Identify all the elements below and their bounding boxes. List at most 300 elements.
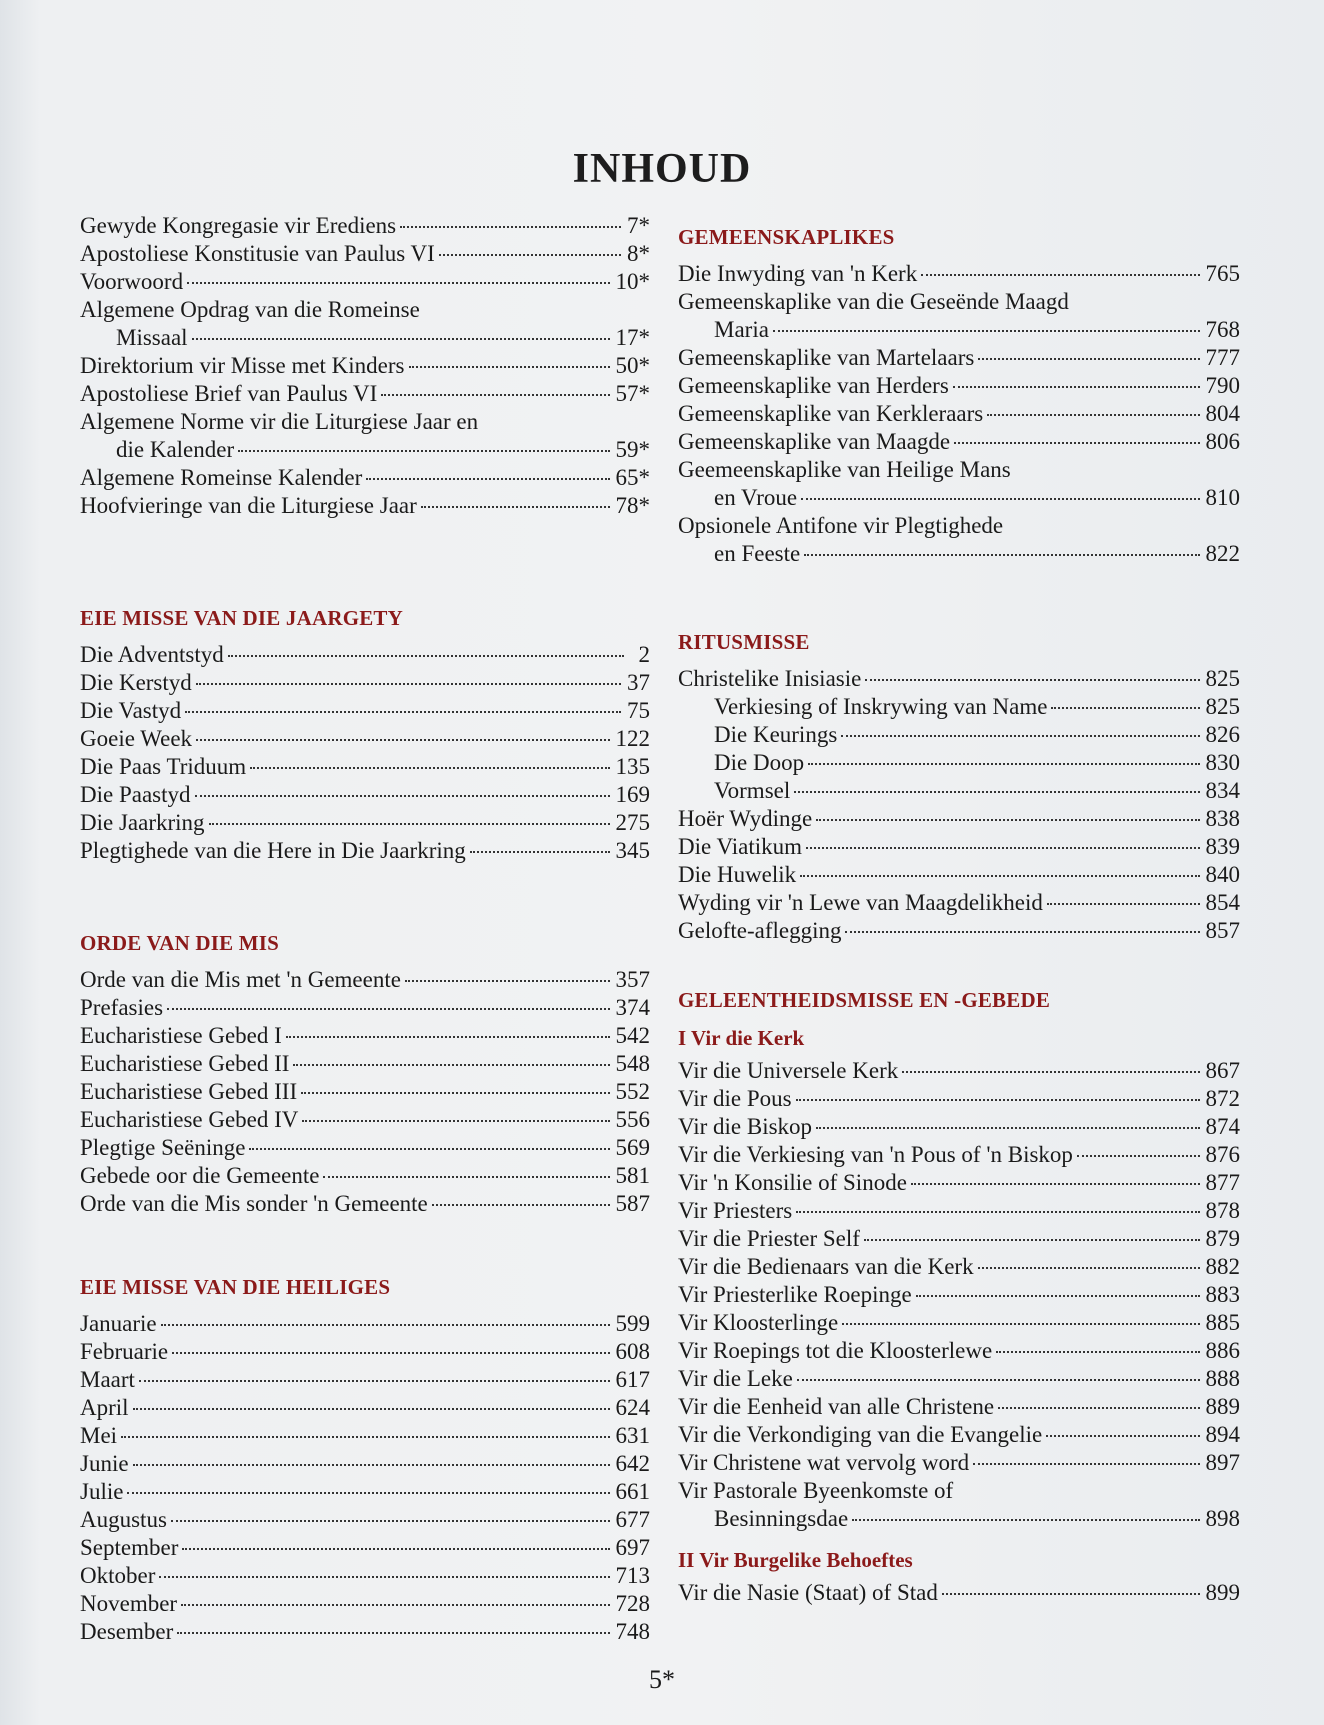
entry-title: Vir die Eenheid van alle Christene — [678, 1394, 995, 1419]
entry-page-number: 872 — [1205, 1086, 1240, 1111]
toc-entry — [678, 260, 1240, 288]
entry-title: Vir die Nasie (Staat) of Stad — [678, 1580, 938, 1605]
toc-entry — [80, 436, 650, 464]
entry-page-number: 838 — [1205, 806, 1240, 831]
dot-leader — [953, 386, 1200, 388]
toc-entry — [678, 400, 1240, 428]
entry-page-number: 552 — [615, 1079, 650, 1104]
toc-entry — [80, 1506, 650, 1534]
toc-entry — [678, 1579, 1240, 1607]
entry-title: Die Kerstyd — [80, 670, 192, 695]
jaargety-section — [80, 603, 650, 865]
toc-entry — [80, 1534, 650, 1562]
dot-leader — [161, 1324, 610, 1326]
toc-entry — [678, 428, 1240, 456]
toc-entry — [80, 669, 650, 697]
entry-title: Die Vastyd — [80, 698, 182, 723]
entry-title: Direktorium vir Misse met Kinders — [80, 353, 405, 378]
dot-leader — [1047, 903, 1200, 905]
entry-page-number: 874 — [1205, 1114, 1240, 1139]
dot-leader — [127, 1492, 609, 1494]
entry-title: Die Doop — [714, 750, 805, 775]
toc-entry — [80, 268, 650, 296]
entry-page-number: 135 — [615, 754, 650, 779]
entry-title: Junie — [80, 1451, 129, 1476]
toc-entry — [678, 917, 1240, 945]
entry-page-number: 374 — [615, 995, 650, 1020]
entry-title: Die Keurings — [714, 722, 838, 747]
entry-page-number: 898 — [1205, 1506, 1240, 1531]
entry-title: Mei — [80, 1423, 118, 1448]
toc-entry — [80, 781, 650, 809]
entry-title: Maria — [714, 317, 769, 342]
dot-leader — [133, 1464, 610, 1466]
entry-title: en Feeste — [714, 541, 801, 566]
entry-title: Vir Kloosterlinge — [678, 1310, 839, 1335]
toc-entry — [80, 1590, 650, 1618]
dot-leader — [238, 450, 609, 452]
entry-page-number: 888 — [1205, 1366, 1240, 1391]
geleentheid-section — [678, 985, 1240, 1607]
toc-entry — [80, 352, 650, 380]
entry-title: Vir die Priester Self — [678, 1226, 860, 1251]
toc-entry — [678, 1421, 1240, 1449]
entry-page-number: 899 — [1205, 1580, 1240, 1605]
entry-title: Die Paas Triduum — [80, 754, 247, 779]
entry-title: die Kalender — [116, 437, 235, 462]
entry-title: Die Adventstyd — [80, 642, 224, 667]
dot-leader — [250, 767, 609, 769]
entry-title: Goeie Week — [80, 726, 193, 751]
entry-page-number: 2 — [638, 642, 650, 667]
entry-page-number: 834 — [1205, 778, 1240, 803]
toc-entry — [80, 1618, 650, 1646]
entry-page-number: 825 — [1205, 694, 1240, 719]
entry-title: Apostoliese Konstitusie van Paulus VI — [80, 241, 435, 266]
entry-title: Prefasies — [80, 995, 164, 1020]
entry-page-number: 65* — [615, 465, 650, 490]
toc-entry — [678, 344, 1240, 372]
entry-title: Voorwoord — [80, 269, 184, 294]
page-title: INHOUD — [572, 146, 752, 192]
entry-title: Gemeenskaplike van Kerkleraars — [678, 401, 984, 426]
toc-entry — [678, 1393, 1240, 1421]
section-heading: EIE MISSE VAN DIE JAARGETY — [80, 606, 404, 630]
entry-page-number: 889 — [1205, 1394, 1240, 1419]
toc-entry — [80, 464, 650, 492]
dot-leader — [816, 1127, 1199, 1129]
toc-entry — [80, 1562, 650, 1590]
dot-leader — [996, 1351, 1199, 1353]
toc-entry — [80, 753, 650, 781]
toc-entry-multiline — [80, 408, 650, 464]
entry-title-first-line: Opsionele Antifone vir Plegtighede — [678, 513, 1004, 538]
dot-leader — [797, 1379, 1200, 1381]
entry-title: Augustus — [80, 1507, 167, 1532]
subsection-heading: I Vir die Kerk — [678, 1026, 805, 1050]
dot-leader — [323, 1176, 609, 1178]
toc-entry — [678, 693, 1240, 721]
entry-page-number: 810 — [1205, 485, 1240, 510]
toc-entry — [678, 1449, 1240, 1477]
entry-page-number: 59* — [615, 437, 650, 462]
entry-page-number: 78* — [615, 493, 650, 518]
dot-leader — [192, 338, 610, 340]
entry-page-number: 822 — [1205, 541, 1240, 566]
toc-entry — [80, 212, 650, 240]
entry-page-number: 548 — [615, 1051, 650, 1076]
dot-leader — [302, 1120, 609, 1122]
gemeenskap-section — [678, 222, 1240, 568]
entry-page-number: 897 — [1205, 1450, 1240, 1475]
entry-page-number: 569 — [615, 1135, 650, 1160]
entry-title: April — [80, 1395, 129, 1420]
entry-title: Vir die Verkondiging van die Evangelie — [678, 1422, 1043, 1447]
entry-title: Vir Christene wat vervolg word — [678, 1450, 970, 1475]
entry-title: Vir 'n Konsilie of Sinode — [678, 1170, 907, 1195]
entry-page-number: 631 — [615, 1423, 650, 1448]
dot-leader — [185, 711, 621, 713]
dot-leader — [1046, 1435, 1199, 1437]
toc-entry — [678, 1309, 1240, 1337]
toc-entry — [678, 1281, 1240, 1309]
dot-leader — [845, 931, 1199, 933]
intro-section — [80, 212, 650, 520]
dot-leader — [842, 1323, 1199, 1325]
toc-entry — [678, 1365, 1240, 1393]
entry-title: Gelofte-aflegging — [678, 918, 842, 943]
dot-leader — [196, 739, 609, 741]
dot-leader — [911, 1183, 1200, 1185]
toc-entry — [80, 492, 650, 520]
toc-entry — [678, 1253, 1240, 1281]
entry-title: Vir die Universele Kerk — [678, 1058, 899, 1083]
dot-leader — [973, 1463, 1199, 1465]
dot-leader — [366, 478, 609, 480]
entry-page-number: 697 — [615, 1535, 650, 1560]
toc-entry — [678, 861, 1240, 889]
entry-title: November — [80, 1591, 178, 1616]
entry-title: Vir die Biskop — [678, 1114, 813, 1139]
dot-leader — [409, 366, 610, 368]
dot-leader — [432, 1204, 610, 1206]
entry-title: Orde van die Mis met 'n Gemeente — [80, 967, 401, 992]
toc-entry — [80, 1106, 650, 1134]
toc-entry — [678, 372, 1240, 400]
toc-entry — [678, 1057, 1240, 1085]
dot-leader — [841, 735, 1199, 737]
toc-entry — [80, 725, 650, 753]
toc-entry — [80, 324, 650, 352]
entry-page-number: 642 — [615, 1451, 650, 1476]
toc-entry — [80, 966, 650, 994]
dot-leader — [286, 1036, 610, 1038]
entry-page-number: 748 — [615, 1619, 650, 1644]
entry-title: Desember — [80, 1619, 174, 1644]
entry-title: Gemeenskaplike van Maagde — [678, 429, 951, 454]
entry-page-number: 624 — [615, 1395, 650, 1420]
dot-leader — [794, 791, 1199, 793]
entry-title: Die Huwelik — [678, 862, 797, 887]
dot-leader — [852, 1519, 1199, 1521]
section-heading: RITUSMISSE — [678, 630, 810, 654]
entry-title: en Vroue — [714, 485, 798, 510]
entry-page-number: 839 — [1205, 834, 1240, 859]
entry-page-number: 877 — [1205, 1170, 1240, 1195]
entry-page-number: 581 — [615, 1163, 650, 1188]
entry-title: Christelike Inisiasie — [678, 666, 862, 691]
dot-leader — [400, 226, 621, 228]
toc-entry — [678, 1169, 1240, 1197]
dot-leader — [808, 763, 1199, 765]
dot-leader — [816, 819, 1199, 821]
entry-title-first-line: Gemeenskaplike van die Geseënde Maagd — [678, 289, 1069, 314]
dot-leader — [195, 795, 610, 797]
dot-leader — [921, 274, 1199, 276]
toc-entry — [678, 484, 1240, 512]
toc-entry — [80, 1162, 650, 1190]
entry-page-number: 885 — [1205, 1310, 1240, 1335]
toc-entry-multiline — [80, 296, 650, 352]
entry-page-number: 830 — [1205, 750, 1240, 775]
toc-entry — [678, 540, 1240, 568]
toc-entry — [678, 749, 1240, 777]
dot-leader — [209, 823, 610, 825]
toc-entry — [678, 721, 1240, 749]
dot-leader — [978, 1267, 1200, 1269]
entry-title: Oktober — [80, 1563, 156, 1588]
dot-leader — [865, 679, 1199, 681]
toc-entry — [678, 889, 1240, 917]
entry-page-number: 57* — [615, 381, 650, 406]
page-number: 5* — [649, 1665, 675, 1694]
toc-entry-multiline — [678, 456, 1240, 512]
entry-page-number: 661 — [615, 1479, 650, 1504]
toc-entry — [678, 1197, 1240, 1225]
dot-leader — [804, 554, 1199, 556]
dot-leader — [470, 851, 610, 853]
entry-page-number: 10* — [615, 269, 650, 294]
toc-entry — [678, 1141, 1240, 1169]
dot-leader — [167, 1008, 609, 1010]
entry-title-first-line: Vir Pastorale Byeenkomste of — [678, 1478, 954, 1503]
entry-title: Gemeenskaplike van Herders — [678, 373, 949, 398]
dot-leader — [801, 498, 1199, 500]
dot-leader — [196, 683, 621, 685]
entry-page-number: 713 — [615, 1563, 650, 1588]
section-heading: ORDE VAN DIE MIS — [80, 931, 280, 955]
section-heading: EIE MISSE VAN DIE HEILIGES — [80, 1275, 391, 1299]
entry-title: Eucharistiese Gebed IV — [80, 1107, 299, 1132]
entry-title: Apostoliese Brief van Paulus VI — [80, 381, 378, 406]
dot-leader — [998, 1407, 1199, 1409]
entry-title: Vir die Pous — [678, 1086, 792, 1111]
toc-entry — [678, 316, 1240, 344]
entry-page-number: 854 — [1205, 890, 1240, 915]
entry-title: Plegtige Seëninge — [80, 1135, 246, 1160]
entry-title: Algemene Romeinse Kalender — [80, 465, 363, 490]
toc-entry-multiline — [678, 1477, 1240, 1533]
toc-entry — [80, 1078, 650, 1106]
entry-page-number: 599 — [615, 1311, 650, 1336]
entry-title: Vir die Leke — [678, 1366, 793, 1391]
toc-entry — [80, 994, 650, 1022]
toc-entry — [80, 1190, 650, 1218]
entry-title: Eucharistiese Gebed III — [80, 1079, 298, 1104]
entry-page-number: 169 — [615, 782, 650, 807]
toc-entry — [80, 837, 650, 865]
entry-title: Hoofvieringe van die Liturgiese Jaar — [80, 493, 417, 518]
entry-title: Eucharistiese Gebed II — [80, 1051, 290, 1076]
entry-title: Gewyde Kongregasie vir Erediens — [80, 213, 397, 238]
entry-title: Gemeenskaplike van Martelaars — [678, 345, 975, 370]
dot-leader — [381, 394, 609, 396]
toc-entry — [678, 805, 1240, 833]
entry-title: September — [80, 1535, 179, 1560]
toc-entry — [678, 1113, 1240, 1141]
dot-leader — [171, 1520, 610, 1522]
dot-leader — [228, 655, 624, 657]
toc-entry — [80, 380, 650, 408]
entry-title-first-line: Geemeenskaplike van Heilige Mans — [678, 457, 1011, 482]
entry-title: Wyding vir 'n Lewe van Maagdelikheid — [678, 890, 1043, 915]
toc-entry — [678, 833, 1240, 861]
entry-page-number: 17* — [615, 325, 650, 350]
dot-leader — [916, 1295, 1200, 1297]
entry-title: Julie — [80, 1479, 124, 1504]
dot-leader — [182, 1548, 609, 1550]
toc-entry — [80, 697, 650, 725]
entry-page-number: 608 — [615, 1339, 650, 1364]
entry-page-number: 825 — [1205, 666, 1240, 691]
dot-leader — [172, 1352, 609, 1354]
entry-title: Missaal — [116, 325, 188, 350]
dot-leader — [249, 1148, 609, 1150]
dot-leader — [301, 1092, 609, 1094]
toc-entry-multiline — [678, 288, 1240, 344]
section-heading: GEMEENSKAPLIKES — [678, 225, 895, 249]
entry-title: Die Viatikum — [678, 834, 803, 859]
section-heading: GELEENTHEIDSMISSE EN -GEBEDE — [678, 988, 1051, 1012]
toc-entry — [80, 1394, 650, 1422]
entry-title: Plegtighede van die Here in Die Jaarkring — [80, 838, 466, 863]
toc-entry-multiline — [678, 512, 1240, 568]
entry-title: Vir die Verkiesing van 'n Pous of 'n Biskop — [678, 1142, 1073, 1167]
entry-page-number: 882 — [1205, 1254, 1240, 1279]
toc-entry — [80, 240, 650, 268]
entry-page-number: 806 — [1205, 429, 1240, 454]
dot-leader — [796, 1211, 1199, 1213]
dot-leader — [796, 1099, 1200, 1101]
entry-page-number: 883 — [1205, 1282, 1240, 1307]
entry-page-number: 275 — [615, 810, 650, 835]
toc-entry — [678, 665, 1240, 693]
entry-page-number: 826 — [1205, 722, 1240, 747]
entry-title: Orde van die Mis sonder 'n Gemeente — [80, 1191, 428, 1216]
dot-leader — [942, 1593, 1200, 1595]
dot-leader — [421, 506, 610, 508]
entry-page-number: 876 — [1205, 1142, 1240, 1167]
dot-leader — [864, 1239, 1200, 1241]
toc-entry — [80, 809, 650, 837]
dot-leader — [181, 1604, 609, 1606]
entry-title-first-line: Algemene Opdrag van die Romeinse — [80, 297, 420, 322]
orde-section — [80, 928, 650, 1218]
dot-leader — [1077, 1155, 1200, 1157]
toc-entry — [678, 1505, 1240, 1533]
entry-title: Vir Roepings tot die Kloosterlewe — [678, 1338, 993, 1363]
entry-title: Februarie — [80, 1339, 169, 1364]
entry-title: Maart — [80, 1367, 135, 1392]
entry-page-number: 878 — [1205, 1198, 1240, 1223]
entry-page-number: 8* — [627, 241, 650, 266]
toc-entry — [80, 1050, 650, 1078]
entry-title: Die Paastyd — [80, 782, 191, 807]
entry-page-number: 790 — [1205, 373, 1240, 398]
entry-page-number: 894 — [1205, 1422, 1240, 1447]
entry-page-number: 357 — [615, 967, 650, 992]
dot-leader — [1051, 707, 1199, 709]
entry-page-number: 840 — [1205, 862, 1240, 887]
entry-title: Verkiesing of Inskrywing van Name — [714, 694, 1048, 719]
entry-title: Hoër Wydinge — [678, 806, 813, 831]
dot-leader — [133, 1408, 610, 1410]
entry-page-number: 879 — [1205, 1226, 1240, 1251]
entry-page-number: 867 — [1205, 1058, 1240, 1083]
entry-page-number: 37 — [627, 670, 650, 695]
toc-entry — [80, 1338, 650, 1366]
entry-page-number: 542 — [615, 1023, 650, 1048]
dot-leader — [773, 330, 1200, 332]
entry-page-number: 50* — [615, 353, 650, 378]
dot-leader — [139, 1380, 610, 1382]
entry-title: Besinningsdae — [714, 1506, 849, 1531]
dot-leader — [978, 358, 1199, 360]
dot-leader — [954, 442, 1199, 444]
entry-title: Vir Priesters — [678, 1198, 793, 1223]
dot-leader — [177, 1632, 609, 1634]
dot-leader — [800, 875, 1199, 877]
heiliges-section — [80, 1272, 650, 1646]
toc-entry — [80, 1310, 650, 1338]
entry-page-number: 75 — [627, 698, 650, 723]
entry-title: Eucharistiese Gebed I — [80, 1023, 282, 1048]
dot-leader — [806, 847, 1199, 849]
dot-leader — [987, 414, 1199, 416]
entry-page-number: 556 — [615, 1107, 650, 1132]
entry-page-number: 857 — [1205, 918, 1240, 943]
entry-page-number: 345 — [615, 838, 650, 863]
toc-entry — [678, 1225, 1240, 1253]
entry-title: Vir die Bedienaars van die Kerk — [678, 1254, 974, 1279]
dot-leader — [293, 1064, 609, 1066]
entry-title: Januarie — [80, 1311, 157, 1336]
entry-title: Vir Priesterlike Roepinge — [678, 1282, 912, 1307]
dot-leader — [159, 1576, 609, 1578]
entry-page-number: 804 — [1205, 401, 1240, 426]
dot-leader — [902, 1071, 1199, 1073]
entry-page-number: 768 — [1205, 317, 1240, 342]
entry-page-number: 765 — [1205, 261, 1240, 286]
toc-entry — [80, 1022, 650, 1050]
entry-page-number: 777 — [1205, 345, 1240, 370]
entry-page-number: 677 — [615, 1507, 650, 1532]
entry-page-number: 886 — [1205, 1338, 1240, 1363]
entry-title: Vormsel — [714, 778, 791, 803]
entry-title: Gebede oor die Gemeente — [80, 1163, 320, 1188]
entry-page-number: 728 — [615, 1591, 650, 1616]
entry-page-number: 122 — [615, 726, 650, 751]
